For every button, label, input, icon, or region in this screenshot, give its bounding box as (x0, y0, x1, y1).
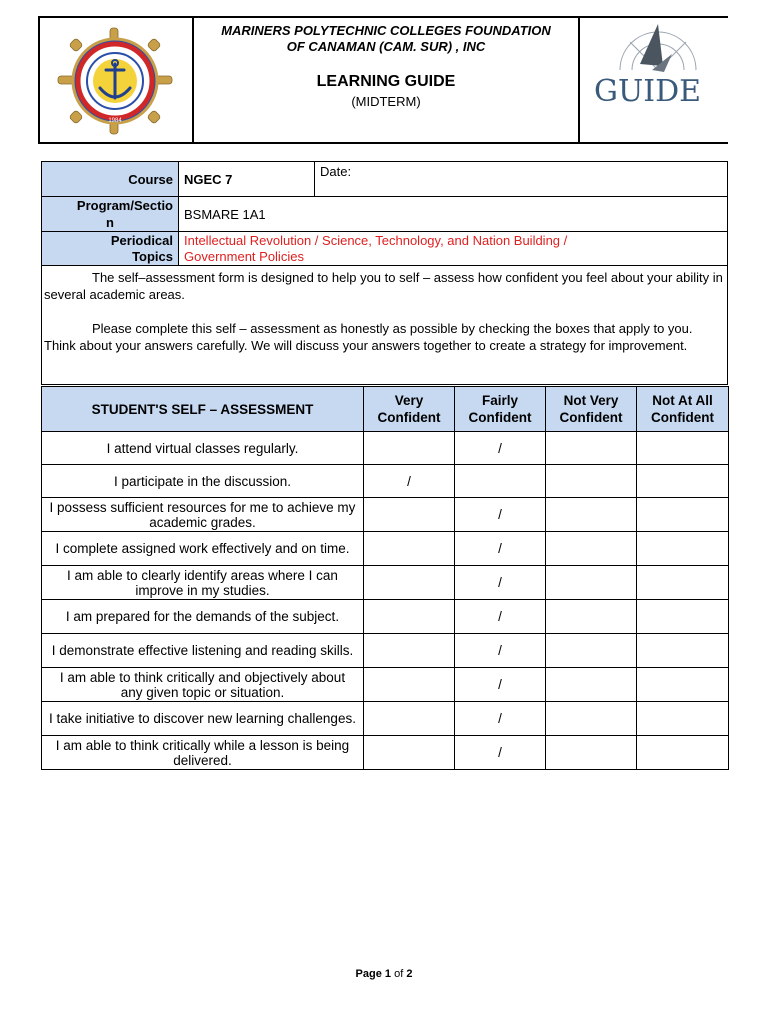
mark-cell[interactable] (364, 668, 455, 702)
document-subtitle: (MIDTERM) (351, 94, 421, 109)
school-seal-cell (40, 18, 194, 142)
course-value: NGEC 7 (179, 162, 315, 197)
mark-cell[interactable]: / (455, 600, 546, 634)
mark-cell[interactable] (364, 566, 455, 600)
mark-cell[interactable] (637, 566, 729, 600)
mark-cell[interactable]: / (455, 432, 546, 465)
mark-cell[interactable] (637, 736, 729, 770)
table-row (42, 465, 729, 498)
statement-cell: I possess sufficient resources for me to achieve my academic grades. (42, 498, 364, 532)
mark-cell[interactable]: / (455, 498, 546, 532)
mark-cell[interactable] (364, 634, 455, 668)
program-label (42, 197, 179, 232)
course-label: Course (42, 162, 179, 197)
mark-cell[interactable]: / (455, 702, 546, 736)
table-row (42, 702, 729, 736)
table-row (42, 600, 729, 634)
header-fairly-confident: Fairly Confident (455, 387, 546, 432)
school-name-line-2: OF CANAMAN (CAM. SUR) , INC (286, 39, 486, 54)
header-not-very-confident: Not Very Confident (546, 387, 637, 432)
instructions-paragraph-2: Please complete this self – assessment as honestly as possible by checking the boxes that apply to you. Think about your answers carefully. We will discuss your answers together to create a strategy for improvement. (44, 321, 693, 353)
mark-cell[interactable] (637, 465, 729, 498)
page-current: 1 (384, 968, 392, 980)
mark-cell[interactable] (546, 566, 637, 600)
table-row (42, 432, 729, 465)
header-not-at-all-confident: Not At All Confident (637, 387, 729, 432)
statement-cell: I am able to clearly identify areas where I can improve in my studies. (42, 566, 364, 600)
course-row (42, 162, 728, 197)
mark-cell[interactable]: / (455, 566, 546, 600)
table-row (42, 498, 729, 532)
statement-cell: I am able to think critically while a lesson is being delivered. (42, 736, 364, 770)
mark-cell[interactable] (364, 432, 455, 465)
mark-cell[interactable]: / (455, 668, 546, 702)
topics-value-line-2: Government Policies (184, 248, 304, 264)
date-field: Date: (315, 162, 728, 197)
topics-value (179, 232, 728, 266)
mark-cell[interactable]: / (364, 465, 455, 498)
statement-cell: I attend virtual classes regularly. (42, 432, 364, 465)
mark-cell[interactable] (637, 432, 729, 465)
course-info-table (41, 161, 728, 385)
statement-cell: I demonstrate effective listening and reading skills. (42, 634, 364, 668)
mark-cell[interactable] (546, 432, 637, 465)
statement-cell: I am prepared for the demands of the subject. (42, 600, 364, 634)
mark-cell[interactable]: / (455, 634, 546, 668)
mark-cell[interactable] (546, 600, 637, 634)
instructions-row (42, 266, 728, 385)
mark-cell[interactable] (546, 702, 637, 736)
page-of: of (394, 968, 404, 980)
mark-cell[interactable] (637, 668, 729, 702)
topics-row (42, 232, 728, 266)
school-seal-logo (40, 18, 190, 142)
document-header (38, 16, 728, 144)
mark-cell[interactable] (364, 702, 455, 736)
mark-cell[interactable]: / (455, 736, 546, 770)
program-label-line-1: Program/Sectio (76, 198, 173, 213)
statement-cell: I am able to think critically and objectively about any given topic or situation. (42, 668, 364, 702)
table-row (42, 634, 729, 668)
statement-cell: I take initiative to discover new learning challenges. (42, 702, 364, 736)
mark-cell[interactable] (546, 736, 637, 770)
document-title: LEARNING GUIDE (316, 73, 456, 90)
header-very-confident: Very Confident (364, 387, 455, 432)
statement-cell: I participate in the discussion. (42, 465, 364, 498)
mark-cell[interactable] (637, 634, 729, 668)
assessment-header-row (42, 387, 729, 432)
mark-cell[interactable] (637, 600, 729, 634)
mark-cell[interactable] (546, 498, 637, 532)
mark-cell[interactable] (455, 465, 546, 498)
guide-logo-cell (580, 18, 730, 142)
header-statement: STUDENT'S SELF – ASSESSMENT (42, 387, 364, 432)
mark-cell[interactable] (546, 532, 637, 566)
table-row (42, 668, 729, 702)
program-value: BSMARE 1A1 (179, 197, 728, 232)
mark-cell[interactable] (364, 736, 455, 770)
school-name-line-1: MARINERS POLYTECHNIC COLLEGES FOUNDATION (221, 23, 551, 38)
table-row (42, 532, 729, 566)
school-name (194, 23, 578, 55)
self-assessment-table (41, 386, 729, 770)
header-title-cell (194, 18, 580, 142)
table-row (42, 566, 729, 600)
statement-cell: I complete assigned work effectively and on time. (42, 532, 364, 566)
mark-cell[interactable] (364, 532, 455, 566)
page-number (0, 968, 768, 980)
mark-cell[interactable] (364, 600, 455, 634)
mark-cell[interactable]: / (455, 532, 546, 566)
topics-label-line-1: Periodical (110, 232, 173, 248)
program-row (42, 197, 728, 232)
mark-cell[interactable] (546, 465, 637, 498)
mark-cell[interactable] (637, 532, 729, 566)
topics-label-line-2: Topics (132, 248, 173, 264)
mark-cell[interactable] (637, 702, 729, 736)
topics-label (42, 232, 179, 266)
instructions-text (42, 266, 728, 385)
guide-logo-text: GUIDE (594, 74, 702, 109)
page-prefix: Page (355, 968, 382, 980)
mark-cell[interactable] (637, 498, 729, 532)
instructions-paragraph-1: The self–assessment form is designed to help you to self – assess how confident you feel about your ability in several academic areas. (44, 270, 723, 302)
svg-text:1984: 1984 (108, 118, 122, 124)
table-row (42, 736, 729, 770)
mark-cell[interactable] (364, 498, 455, 532)
mark-cell[interactable] (546, 634, 637, 668)
page-total: 2 (406, 968, 413, 980)
topics-value-line-1: Intellectual Revolution / Science, Technology, and Nation Building / (184, 232, 568, 248)
mark-cell[interactable] (546, 668, 637, 702)
program-label-line-2: n (106, 215, 114, 230)
